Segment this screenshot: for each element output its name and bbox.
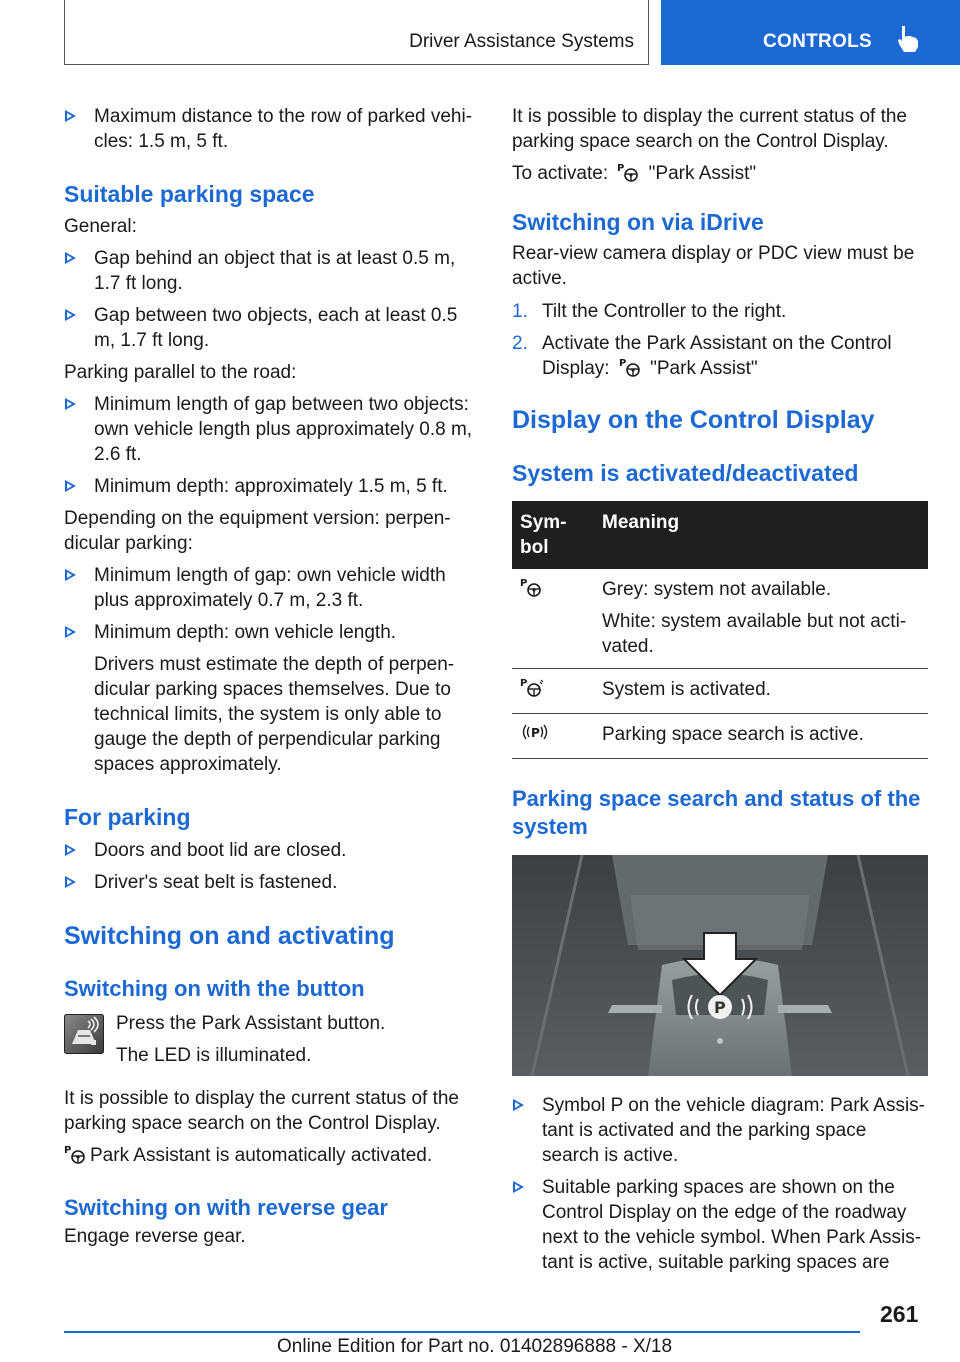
general-list xyxy=(64,246,479,353)
right-column xyxy=(512,104,928,1275)
bullet-triangle-icon xyxy=(65,480,76,492)
list-item: Minimum depth: approximately 1.5 m, 5 ft. xyxy=(64,474,479,499)
reverse-gear-heading: Switching on with reverse gear xyxy=(64,1195,388,1220)
pointing-hand-icon xyxy=(895,24,921,54)
list-item: Symbol P on the vehicle diagram: Park Assistant is activated and the parking space search is active. xyxy=(512,1093,928,1168)
distance-list xyxy=(64,104,479,154)
bullet-triangle-icon xyxy=(513,1099,524,1111)
list-item: Driver's seat belt is fastened. xyxy=(64,870,479,895)
for-parking-list xyxy=(64,838,479,895)
parking-search-icon xyxy=(520,722,550,742)
svg-text:P: P xyxy=(531,726,540,740)
table-row xyxy=(512,714,928,759)
list-item: Minimum length of gap: own vehicle width plus approximately 0.7 m, 2.3 ft. xyxy=(64,563,479,613)
bullet-triangle-icon xyxy=(513,1181,524,1193)
list-item: Minimum depth: own vehicle length. Drivers must estimate the depth of perpendicular parking spaces themselves. Due to technical limits, the system is only able to gauge the depth of perpendicular parking spaces approximately. xyxy=(64,620,479,777)
status-text-right: It is possible to display the current status of the parking space search on the Control Display. xyxy=(512,106,907,152)
chapter-label: CONTROLS xyxy=(763,31,873,52)
meaning-activated: System is activated. xyxy=(594,669,928,714)
column-header-meaning: Meaning xyxy=(594,501,928,569)
idrive-text: Rear-view camera display or PDC view must be active. xyxy=(512,243,915,289)
idrive-steps xyxy=(512,299,928,381)
activate-instruction: To activate: P "Park Assist" xyxy=(512,163,757,184)
svg-text:P: P xyxy=(520,578,528,589)
for-parking-heading: For parking xyxy=(64,804,191,830)
table-header-row xyxy=(512,501,928,569)
switching-on-heading: Switching on and activating xyxy=(64,922,395,950)
meaning-grey: Grey: system not available. xyxy=(602,579,832,600)
search-status-heading: Parking space search and status of the system xyxy=(512,786,921,839)
parallel-list xyxy=(64,392,479,499)
search-status-list xyxy=(512,1093,928,1275)
symbol-table xyxy=(512,501,928,759)
svg-text:P: P xyxy=(64,1145,72,1156)
idrive-heading: Switching on via iDrive xyxy=(512,209,764,235)
table-row xyxy=(512,669,928,714)
header-section-box xyxy=(64,0,649,65)
park-assist-icon xyxy=(619,357,641,377)
display-heading: Display on the Control Display xyxy=(512,406,875,434)
svg-text:P: P xyxy=(520,678,528,689)
park-assist-icon xyxy=(64,1144,86,1164)
bullet-triangle-icon xyxy=(65,110,76,122)
meaning-search: Parking space search is active. xyxy=(594,714,928,759)
section-title: Driver Assistance Systems xyxy=(409,31,634,52)
perpendicular-label: Depending on the equipment version: perpendicular parking: xyxy=(64,508,451,554)
svg-text:P: P xyxy=(617,163,625,174)
list-item: Gap behind an object that is at least 0.5 m, 1.7 ft long. xyxy=(64,246,479,296)
list-item: Doors and boot lid are closed. xyxy=(64,838,479,863)
button-step-led: The LED is illuminated. xyxy=(116,1045,312,1066)
column-header-symbol: Symbol xyxy=(512,501,594,569)
table-row xyxy=(512,569,928,669)
control-display-image xyxy=(512,855,928,1076)
page-number: 261 xyxy=(880,1301,919,1327)
parallel-label: Parking parallel to the road: xyxy=(64,362,297,383)
bullet-triangle-icon xyxy=(65,876,76,888)
chapter-tab[interactable] xyxy=(661,0,960,65)
bullet-triangle-icon xyxy=(65,309,76,321)
list-item: Suitable parking spaces are shown on the Control Display on the edge of the roadway next to the vehicle symbol. When Park Assistant is active, suitable parking spaces are xyxy=(512,1175,928,1275)
auto-activated-text: P Park Assistant is automatically activated. xyxy=(64,1145,433,1166)
left-column xyxy=(64,104,479,1249)
footer-divider xyxy=(64,1331,860,1333)
park-assist-button-icon xyxy=(64,1014,104,1054)
activated-heading: System is activated/deactivated xyxy=(512,460,859,486)
perpendicular-list xyxy=(64,563,479,777)
svg-text:P: P xyxy=(618,358,627,369)
suitable-parking-heading: Suitable parking space xyxy=(64,181,315,207)
button-instructions xyxy=(64,1011,479,1068)
meaning-white: White: system available but not activated. xyxy=(602,611,907,657)
reverse-gear-text: Engage reverse gear. xyxy=(64,1226,246,1247)
list-item: 1. Tilt the Controller to the right. xyxy=(512,301,787,322)
bullet-triangle-icon xyxy=(65,626,76,638)
bullet-triangle-icon xyxy=(65,569,76,581)
list-item: Gap between two objects, each at least 0.5 m, 1.7 ft long. xyxy=(64,303,479,353)
general-label: General: xyxy=(64,216,137,237)
bullet-triangle-icon xyxy=(65,398,76,410)
button-step-press: Press the Park Assistant button. xyxy=(116,1013,386,1034)
edition-text: Online Edition for Part no. 01402896888 - X/18 xyxy=(277,1336,673,1357)
status-text: It is possible to display the current status of the parking space search on the Control Display. xyxy=(64,1088,459,1134)
bullet-triangle-icon xyxy=(65,844,76,856)
park-assist-icon xyxy=(520,577,542,597)
button-heading: Switching on with the button xyxy=(64,976,365,1001)
list-item: 2. Activate the Park Assistant on the Control Display: P "Park Assist" xyxy=(512,333,892,379)
park-assist-icon xyxy=(617,162,639,182)
svg-text:P: P xyxy=(714,998,726,1017)
perpendicular-note: Drivers must estimate the depth of perpendicular parking spaces themselves. Due to technical limits, the system is only able to gauge the depth of perpendicular parking spaces approximately. xyxy=(94,654,455,775)
list-item: Minimum length of gap between two objects: own vehicle length plus approximately 0.8 m, 2.6 ft. xyxy=(64,392,479,467)
park-assist-active-icon xyxy=(520,677,544,697)
bullet-triangle-icon xyxy=(65,252,76,264)
list-item: Maximum distance to the row of parked vehicles: 1.5 m, 5 ft. xyxy=(64,104,479,154)
